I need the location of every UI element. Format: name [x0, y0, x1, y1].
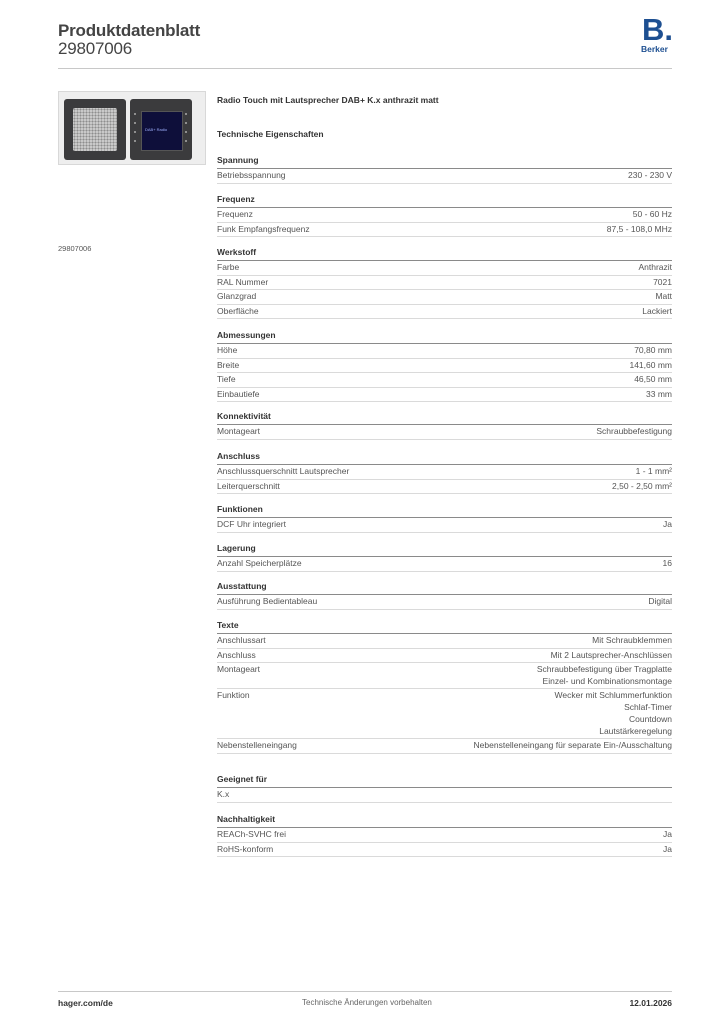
section-heading-1: Frequenz — [217, 194, 255, 204]
section-heading-2: Werkstoff — [217, 247, 257, 257]
article-number: 29807006 — [58, 39, 133, 58]
row-divider — [217, 387, 672, 388]
spec-label: REACh-SVHC frei — [217, 829, 286, 839]
section-divider — [217, 464, 672, 465]
touch-buttons-left — [134, 113, 137, 149]
section-heading-9: Texte — [217, 620, 239, 630]
spec-value-line: 87,5 - 108,0 MHz — [606, 223, 672, 234]
spec-value — [636, 465, 672, 477]
spec-label: Höhe — [217, 345, 238, 355]
spec-label: DCF Uhr integriert — [217, 519, 286, 529]
display-text: DAB+ Radio — [145, 127, 168, 132]
product-title: Radio Touch mit Lautsprecher DAB+ K.x anthrazit matt — [217, 95, 439, 105]
spec-value — [663, 518, 672, 530]
spec-value-line: 7021 — [653, 276, 672, 287]
spec-label: Farbe — [217, 262, 240, 272]
row-divider — [217, 222, 672, 223]
spec-value — [646, 388, 672, 400]
row-divider — [217, 753, 672, 754]
spec-value — [629, 359, 672, 371]
row-divider — [217, 304, 672, 305]
spec-value-line: 33 mm — [646, 388, 672, 399]
spec-value — [653, 276, 672, 288]
spec-value — [596, 425, 672, 437]
spec-value — [655, 290, 672, 302]
spec-value — [628, 169, 672, 181]
spec-label: Ausführung Bedientableau — [217, 596, 318, 606]
spec-value-line: Wecker mit Schlummerfunktion — [554, 690, 672, 701]
spec-label: Nebenstelleneingang — [217, 740, 297, 751]
row-divider — [217, 372, 672, 373]
spec-value-line: 141,60 mm — [629, 359, 672, 370]
logo-letter: B. — [642, 12, 673, 47]
spec-label: Einbautiefe — [217, 388, 260, 399]
section-divider — [217, 343, 672, 344]
row-divider — [217, 493, 672, 494]
spec-value-line: 1 - 1 mm² — [635, 466, 672, 476]
spec-value-line: Nebenstelleneingang für separate Ein-/Ausschaltung — [473, 740, 672, 751]
footer-note: Technische Änderungen vorbehalten — [302, 998, 432, 1007]
section-heading-8: Ausstattung — [217, 581, 267, 591]
spec-label: Leiterquerschnitt — [217, 480, 280, 491]
section-heading-10: Geeignet für — [217, 774, 268, 784]
section-heading-4: Konnektivität — [217, 411, 271, 421]
row-divider — [217, 802, 672, 803]
spec-label: Anzahl Speicherplätze — [217, 558, 302, 568]
row-divider — [217, 571, 672, 572]
spec-value — [592, 634, 672, 646]
section-heading: Technische Eigenschaften — [217, 129, 324, 139]
spec-value-line: Ja — [663, 843, 672, 854]
row-divider — [217, 439, 672, 440]
row-divider — [217, 479, 672, 480]
spec-value — [638, 261, 672, 273]
spec-label: K.x — [217, 789, 230, 799]
section-divider — [217, 787, 672, 788]
spec-value-line: Einzel- und Kombinationsmontage — [542, 676, 672, 687]
section-divider — [217, 207, 672, 208]
spec-value-line: Schlaf-Timer — [624, 702, 672, 713]
footer-website: hager.com/de — [58, 998, 113, 1008]
speaker-frame — [64, 99, 126, 160]
spec-value — [474, 739, 672, 751]
spec-label: Betriebsspannung — [217, 170, 286, 180]
section-heading-7: Lagerung — [217, 543, 256, 553]
section-heading-0: Spannung — [217, 155, 259, 165]
spec-label: RAL Nummer — [217, 276, 269, 287]
row-divider — [217, 275, 672, 276]
spec-value-line: Schraubbefestigung — [596, 426, 672, 436]
spec-value — [663, 843, 672, 855]
logo-text: Berker — [641, 44, 668, 54]
spec-value — [537, 663, 672, 687]
section-divider — [217, 260, 672, 261]
spec-value-line: Countdown — [628, 714, 672, 725]
row-divider — [217, 236, 672, 237]
page-title: Produktdatenblatt — [58, 21, 201, 40]
spec-label: Anschlussart — [217, 635, 266, 645]
spec-label: Montageart — [217, 426, 260, 436]
spec-value-line: 230 - 230 V — [628, 170, 672, 180]
row-divider — [217, 609, 672, 610]
spec-value-line: 2,50 - 2,50 mm² — [612, 480, 672, 491]
spec-value — [607, 223, 672, 235]
spec-value-line: Anthrazit — [638, 262, 672, 272]
spec-value-line: Lautstärkeregelung — [599, 726, 672, 737]
section-divider — [217, 594, 672, 595]
spec-label: Anschluss — [217, 649, 256, 660]
spec-label: Breite — [217, 359, 240, 370]
spec-value — [663, 557, 672, 569]
spec-value-line: 46,50 mm — [634, 374, 672, 385]
header-divider — [58, 68, 672, 69]
spec-label: Funktion — [217, 690, 250, 701]
spec-value — [634, 373, 672, 385]
spec-label: Funk Empfangsfrequenz — [217, 223, 310, 234]
spec-label: Glanzgrad — [217, 291, 257, 302]
spec-label: Frequenz — [217, 209, 253, 219]
spec-value-line: Matt — [655, 291, 672, 302]
section-divider — [217, 827, 672, 828]
row-divider — [217, 318, 672, 319]
row-divider — [217, 401, 672, 402]
row-divider — [217, 289, 672, 290]
section-divider — [217, 556, 672, 557]
spec-value — [663, 828, 672, 840]
spec-value-line: Lackiert — [642, 305, 672, 316]
row-divider — [217, 183, 672, 184]
spec-value-line: Ja — [663, 829, 672, 839]
footer-date: 12.01.2026 — [629, 998, 672, 1008]
row-divider — [217, 856, 672, 857]
section-heading-3: Abmessungen — [217, 330, 276, 340]
spec-label: Anschlussquerschnitt Lautsprecher — [217, 466, 350, 476]
spec-value-line: 50 - 60 Hz — [632, 209, 672, 219]
spec-value-line: Digital — [648, 596, 672, 606]
spec-value — [555, 689, 672, 737]
spec-value-line: Mit Schraubklemmen — [592, 635, 672, 645]
radio-frame — [130, 99, 192, 160]
spec-label: RoHS-konform — [217, 843, 274, 854]
spec-value-line: Schraubbefestigung über Tragplatte — [536, 664, 672, 675]
spec-value — [612, 480, 672, 492]
spec-label: Montageart — [217, 664, 260, 675]
spec-value — [642, 305, 672, 317]
spec-value-line: 16 — [662, 558, 672, 568]
section-heading-6: Funktionen — [217, 504, 263, 514]
image-caption: 29807006 — [58, 244, 92, 253]
spec-value — [551, 649, 672, 661]
product-image — [58, 91, 206, 165]
touch-buttons-right — [185, 113, 188, 149]
spec-value-line: 70,80 mm — [634, 345, 672, 355]
spec-label: Oberfläche — [217, 305, 259, 316]
spec-label: Tiefe — [217, 374, 236, 385]
section-divider — [217, 517, 672, 518]
spec-value — [634, 344, 672, 356]
row-divider — [217, 358, 672, 359]
section-heading-11: Nachhaltigkeit — [217, 814, 276, 824]
footer-divider — [58, 991, 672, 992]
spec-value — [648, 595, 672, 607]
row-divider — [217, 532, 672, 533]
row-divider — [217, 842, 672, 843]
berker-logo — [640, 12, 674, 54]
spec-value-line: Ja — [663, 519, 672, 529]
section-divider — [217, 168, 672, 169]
radio-display — [141, 111, 183, 151]
speaker-grille — [73, 108, 117, 151]
spec-value-line: Mit 2 Lautsprecher-Anschlüssen — [550, 649, 672, 660]
spec-value — [633, 208, 672, 220]
section-heading-5: Anschluss — [217, 451, 260, 461]
